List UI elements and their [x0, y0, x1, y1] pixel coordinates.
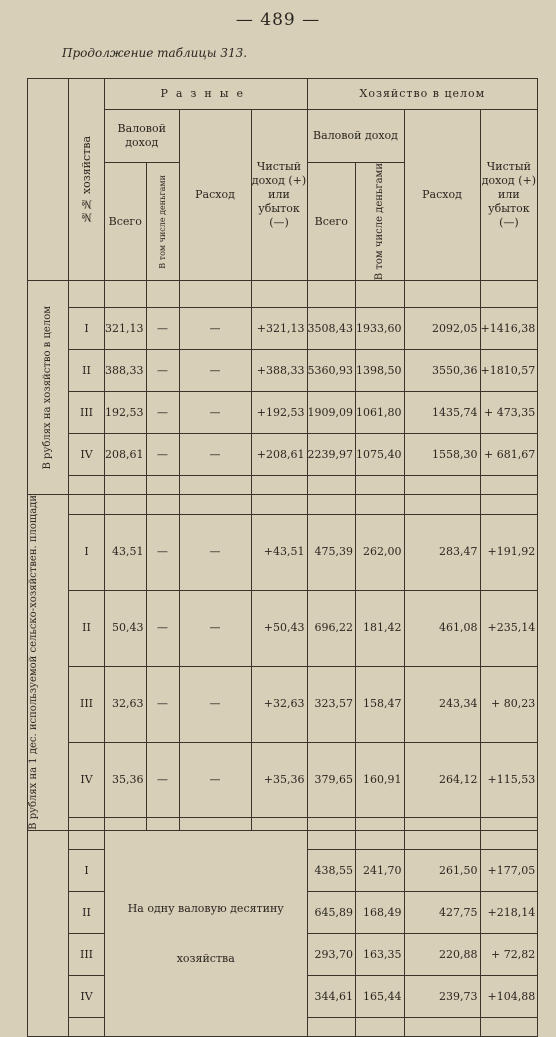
block-label-1-text: В рублях на хозяйство в целом	[42, 305, 53, 470]
cell: 1398,50	[356, 350, 405, 392]
table-row	[28, 742, 538, 818]
cell: 2239,97	[307, 434, 356, 476]
cell: —	[146, 515, 179, 591]
header-total-farm: Всего	[307, 163, 356, 281]
cell: +388,33	[251, 350, 307, 392]
page-number: — 489 —	[235, 10, 321, 30]
header-total-misc: Всего	[105, 163, 147, 281]
cell: 5360,93	[307, 350, 356, 392]
cell: 2092,05	[404, 308, 480, 350]
farm-no: IV	[69, 976, 105, 1018]
cell: 388,33	[105, 350, 147, 392]
header-incl-money-farm	[356, 163, 405, 281]
cell: 1909,09	[307, 392, 356, 434]
cell: +1416,38	[480, 308, 538, 350]
cell: 168,49	[356, 892, 405, 934]
cell: 261,50	[404, 850, 480, 892]
cell: —	[146, 392, 179, 434]
cell: 1061,80	[356, 392, 405, 434]
cell: 461,08	[404, 590, 480, 666]
cell: 163,35	[356, 934, 405, 976]
cell: 181,42	[356, 590, 405, 666]
cell: —	[179, 308, 251, 350]
cell: 192,53	[105, 392, 147, 434]
cell: 241,70	[356, 850, 405, 892]
cell: —	[146, 666, 179, 742]
cell: 43,51	[105, 515, 147, 591]
cell: +104,88	[480, 976, 538, 1018]
farm-no: I	[69, 515, 105, 591]
header-group-farm: Хозяйство в целом	[307, 79, 538, 110]
cell: 3508,43	[307, 308, 356, 350]
cell: —	[146, 742, 179, 818]
cell: 293,70	[307, 934, 356, 976]
cell: + 80,23	[480, 666, 538, 742]
farm-no: III	[69, 666, 105, 742]
header-gross-income-misc: Валовой доход	[105, 110, 180, 163]
farm-no: III	[69, 934, 105, 976]
farm-no: IV	[69, 434, 105, 476]
cell: 239,73	[404, 976, 480, 1018]
farm-no: II	[69, 892, 105, 934]
cell: 50,43	[105, 590, 147, 666]
cell: 262,00	[356, 515, 405, 591]
table-row	[28, 350, 538, 392]
cell: 645,89	[307, 892, 356, 934]
cell: 32,63	[105, 666, 147, 742]
cell: 379,65	[307, 742, 356, 818]
cell: +208,61	[251, 434, 307, 476]
cell: 35,36	[105, 742, 147, 818]
cell: —	[179, 392, 251, 434]
cell: +115,53	[480, 742, 538, 818]
cell: 427,75	[404, 892, 480, 934]
table-row	[28, 308, 538, 350]
cell: 1075,40	[356, 434, 405, 476]
header-expense-farm: Расход	[404, 110, 480, 281]
cell: +321,13	[251, 308, 307, 350]
note-cell	[105, 831, 308, 1037]
header-incl-money-misc	[146, 163, 179, 281]
header-corner	[28, 79, 69, 281]
header-net-misc: Чистый доход (+) или убыток (—)	[251, 110, 307, 281]
cell: 220,88	[404, 934, 480, 976]
block-label-2	[28, 495, 69, 831]
data-table	[27, 78, 538, 1037]
farm-no: III	[69, 392, 105, 434]
farm-no: I	[69, 850, 105, 892]
header-group-misc: Разные	[105, 79, 308, 110]
farm-no-header-label: №№ хозяйства	[79, 135, 93, 224]
incl-money-label: В том числе деньгами	[373, 163, 385, 281]
cell: 160,91	[356, 742, 405, 818]
block-label-1	[28, 281, 69, 495]
note-line-2: хозяйства	[176, 951, 235, 965]
header-gross-income-farm: Валовой доход	[307, 110, 404, 163]
cell: —	[179, 515, 251, 591]
cell: +177,05	[480, 850, 538, 892]
header-expense-misc: Расход	[179, 110, 251, 281]
farm-no: II	[69, 590, 105, 666]
cell: —	[179, 742, 251, 818]
cell: —	[146, 350, 179, 392]
cell: 438,55	[307, 850, 356, 892]
cell: —	[179, 434, 251, 476]
table-row	[28, 392, 538, 434]
incl-money-small-label: В том числе деньгами	[158, 174, 167, 269]
table-row	[28, 590, 538, 666]
cell: —	[179, 666, 251, 742]
cell: 1558,30	[404, 434, 480, 476]
block-label-3	[28, 831, 69, 1037]
cell: —	[146, 590, 179, 666]
cell: + 473,35	[480, 392, 538, 434]
cell: 1435,74	[404, 392, 480, 434]
cell: +218,14	[480, 892, 538, 934]
cell: 323,57	[307, 666, 356, 742]
cell: + 681,67	[480, 434, 538, 476]
cell: —	[179, 590, 251, 666]
cell: 283,47	[404, 515, 480, 591]
cell: 1933,60	[356, 308, 405, 350]
note-line-1: На одну валовую десятину	[127, 901, 284, 915]
cell: 696,22	[307, 590, 356, 666]
header-farm-no	[69, 79, 105, 281]
cell: +50,43	[251, 590, 307, 666]
header-net-farm: Чистый доход (+) или убыток (—)	[480, 110, 538, 281]
cell: +192,53	[251, 392, 307, 434]
cell: +1810,57	[480, 350, 538, 392]
cell: +43,51	[251, 515, 307, 591]
cell: 158,47	[356, 666, 405, 742]
cell: 165,44	[356, 976, 405, 1018]
cell: +235,14	[480, 590, 538, 666]
farm-no: I	[69, 308, 105, 350]
farm-no: II	[69, 350, 105, 392]
cell: 3550,36	[404, 350, 480, 392]
cell: —	[179, 350, 251, 392]
cell: +35,36	[251, 742, 307, 818]
table-row	[28, 515, 538, 591]
cell: 208,61	[105, 434, 147, 476]
cell: + 72,82	[480, 934, 538, 976]
cell: —	[146, 308, 179, 350]
cell: 243,34	[404, 666, 480, 742]
farm-no: IV	[69, 742, 105, 818]
cell: —	[146, 434, 179, 476]
cell: 321,13	[105, 308, 147, 350]
table-row	[28, 434, 538, 476]
block-label-2-text: В рублях на 1 дес. используемой сельско-хозяйствен. площади	[28, 495, 39, 831]
cell: +32,63	[251, 666, 307, 742]
cell: 344,61	[307, 976, 356, 1018]
cell: 264,12	[404, 742, 480, 818]
cell: +191,92	[480, 515, 538, 591]
table-continuation-caption: Продолжение таблицы 313.	[62, 46, 248, 60]
table-row	[28, 666, 538, 742]
cell: 475,39	[307, 515, 356, 591]
